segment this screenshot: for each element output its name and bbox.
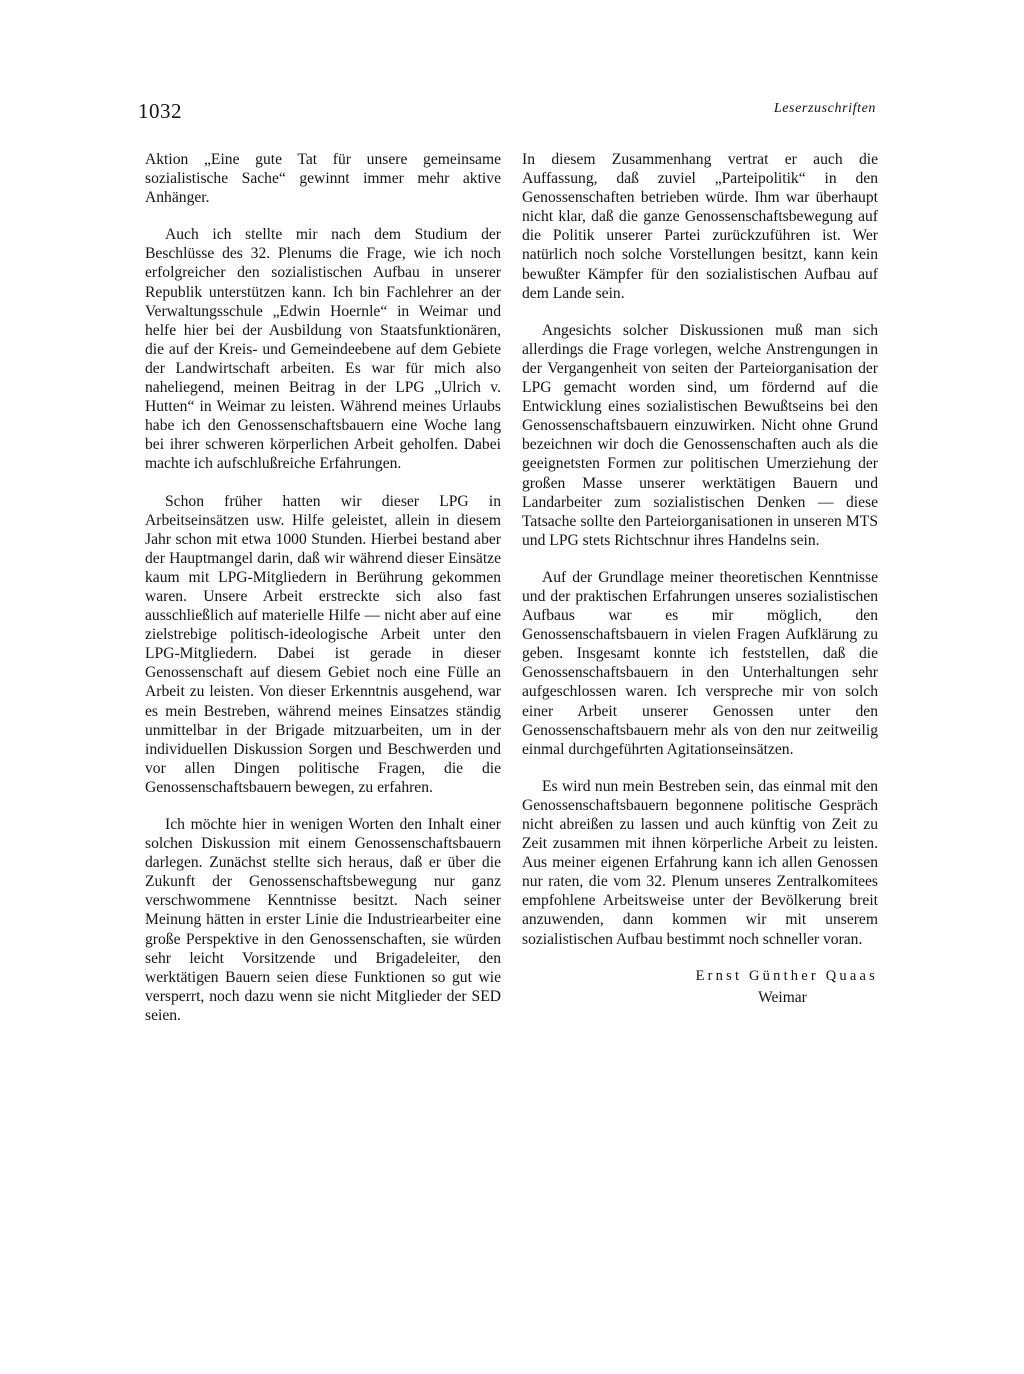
- right-column: [522, 150, 878, 1007]
- paragraph: Ich möchte hier in wenigen Worten den Inhalt einer solchen Diskussion mit einem Genossenschaftsbauern darlegen. Zunächst stellte sich heraus, daß er über die Zukunft der Genossenschaftsbewegung nur ganz verschwommene Kenntnisse besitzt. Nach seiner Meinung hätten in erster Linie die Industriearbeiter eine große Perspektive in den Genossenschaften, sie würden sehr leicht Vorsitzende und Brigadeleiter, den werktätigen Bauern seien diese Funktionen so gut wie versperrt, noch dazu wenn sie nicht Mitglieder der SED seien.: [145, 816, 501, 1024]
- paragraph: In diesem Zusammenhang vertrat er auch die Auffassung, daß zuviel „Parteipolitik“ in den Genossenschaften betrieben würde. Ihm war überhaupt nicht klar, daß die ganze Genossenschaftsbewegung auf die Politik unserer Partei zurückzuführen ist. Wer natürlich noch solche Vorstellungen besitzt, kann kein bewußter Kämpfer für den sozialistischen Aufbau auf dem Lande sein.: [522, 151, 878, 302]
- left-column: [145, 150, 501, 1043]
- paragraph: Auch ich stellte mir nach dem Studium der Beschlüsse des 32. Plenums die Frage, wie ich noch erfolgreicher den sozialistischen Aufbau in unserer Republik unterstützen kann. Ich bin Fachlehrer an der Verwaltungsschule „Edwin Hoernle“ in Weimar und helfe hier bei der Ausbildung von Staatsfunktionären, die auf der Kreis- und Gemeindeebene auf dem Gebiete der Landwirtschaft arbeiten. Es war für mich also naheliegend, meinen Beitrag in der LPG „Ulrich v. Hutten“ in Weimar zu leisten. Während meines Urlaubs habe ich den Genossenschaftsbauern eine Woche lang bei ihrer schweren körperlichen Arbeit geholfen. Dabei machte ich aufschlußreiche Erfahrungen.: [145, 226, 501, 473]
- author-name: Ernst Günther Quaas: [695, 967, 878, 984]
- paragraph: Schon früher hatten wir dieser LPG in Arbeitseinsätzen usw. Hilfe geleistet, allein in diesem Jahr schon mit etwa 1000 Stunden. Hierbei bestand aber der Hauptmangel darin, daß wir während dieser Einsätze kaum mit LPG-Mitgliedern in Berührung gekommen waren. Unsere Arbeit erstreckte sich also fast ausschließlich auf materielle Hilfe — nicht aber auf eine zielstrebige politisch-ideologische Arbeit unter den LPG-Mitgliedern. Dabei ist gerade in dieser Genossenschaft auf diesem Gebiet noch eine Fülle an Arbeit zu leisten. Von dieser Erkenntnis ausgehend, war es mein Bestreben, während meines Einsatzes ständig unmittelbar in der Brigade mitzuarbeiten, um in der individuellen Diskussion Sorgen und Beschwerden und vor allen Dingen politische Fragen, die die Genossenschaftsbauern bewegen, zu erfahren.: [145, 492, 501, 796]
- paragraph: Es wird nun mein Bestreben sein, das einmal mit den Genossenschaftsbauern begonnene politische Gespräch nicht abreißen zu lassen und auch künftig von Zeit zu Zeit zusammen mit ihnen körperliche Arbeit zu leisten. Aus meiner eigenen Erfahrung kann ich allen Genossen nur raten, die vom 32. Plenum unseres Zentralkomitees empfohlene Arbeitsweise unter der Bevölkerung breit anzuwenden, dann kommen wir mit unserem sozialistischen Aufbau bestimmt noch schneller voran.: [522, 777, 878, 948]
- paragraph: Auf der Grundlage meiner theoretischen Kenntnisse und der praktischen Erfahrungen unseres sozialistischen Aufbaus war es mir möglich, den Genossenschaftsbauern in vielen Fragen Aufklärung zu geben. Insgesamt konnte ich feststellen, daß die Genossenschaftsbauern in den Unterhaltungen sehr aufgeschlossen waren. Ich verspreche mir von solch einer Arbeit unserer Genossen unter den Genossenschaftsbauern mehr als von den nur zeitweilig einmal durchgeführten Agitationseinsätzen.: [522, 568, 878, 758]
- section-title: Leserzuschriften: [773, 101, 876, 116]
- page-number: 1032: [138, 99, 182, 123]
- paragraph: Angesichts solcher Diskussionen muß man sich allerdings die Frage vorlegen, welche Anstrengungen in der Vergangenheit von seiten der Parteiorganisation der LPG gemacht worden sind, um fördernd auf die Entwicklung eines sozialistischen Bewußtseins bei den Genossenschaftsbauern einzuwirken. Nicht ohne Grund bezeichnen wir doch die Genossenschaften auch als die geeignetsten Formen zur politischen Umerziehung der großen Masse unserer werktätigen Bauern und Landarbeiter zum sozialistischen Denken — diese Tatsache sollte den Parteiorganisationen in unseren MTS und LPG stets Richtschnur ihres Handelns sein.: [522, 321, 878, 549]
- author-place: Weimar: [758, 988, 807, 1006]
- paragraph: Aktion „Eine gute Tat für unsere gemeinsame sozialistische Sache“ gewinnt immer mehr aktive Anhänger.: [145, 151, 501, 207]
